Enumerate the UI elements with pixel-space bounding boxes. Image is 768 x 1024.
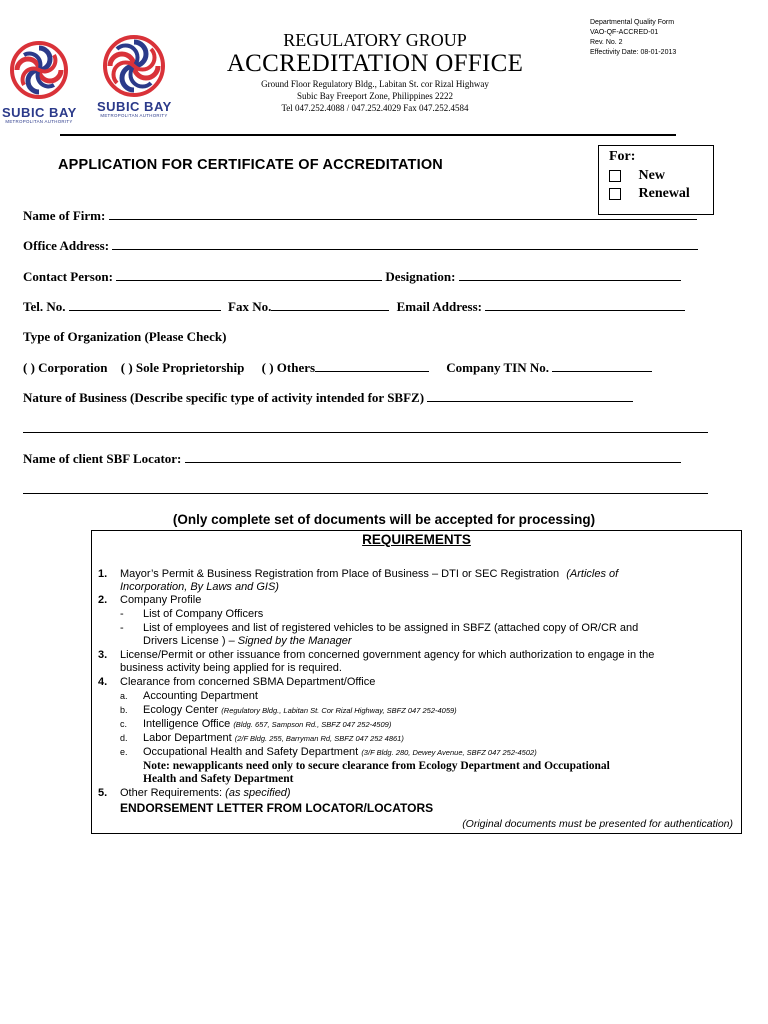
logo-name: SUBIC BAY xyxy=(97,99,172,114)
email-label: Email Address: xyxy=(396,299,482,314)
type-org-heading: Type of Organization (Please Check) xyxy=(23,329,227,344)
req-3: License/Permit or other issuance from concerned government agency for which authorization to engage in the xyxy=(120,649,655,661)
req-2b-license: Drivers License ) – xyxy=(143,635,235,647)
field-org-type-row xyxy=(23,360,652,376)
req-2b-continued xyxy=(143,635,352,648)
sole-prop-option[interactable]: ( ) Sole Proprietorship xyxy=(120,360,245,375)
req-1-text: Mayor’s Permit & Business Registration from Place of Business – DTI or SEC Registration xyxy=(120,568,560,580)
pinwheel-logo-icon xyxy=(97,32,171,100)
others-option[interactable]: ( ) Others xyxy=(261,360,316,375)
office-address-input[interactable] xyxy=(112,238,698,250)
tel-input[interactable] xyxy=(69,299,221,311)
option-renewal-label: Renewal xyxy=(638,186,690,201)
req-number-4: 4. xyxy=(98,676,108,688)
req-note-continued: Health and Safety Department xyxy=(143,773,294,785)
designation-label: Designation: xyxy=(385,269,456,284)
tin-input[interactable] xyxy=(552,360,652,372)
fax-label: Fax No. xyxy=(228,299,272,314)
quality-form-info xyxy=(590,18,676,58)
form-title: APPLICATION FOR CERTIFICATE OF ACCREDITATION xyxy=(58,157,443,173)
checkbox-renewal[interactable] xyxy=(609,188,621,200)
header-block xyxy=(210,30,540,114)
logo-name: SUBIC BAY xyxy=(2,105,77,120)
client-locator-input[interactable] xyxy=(185,451,681,463)
req-number-5: 5. xyxy=(98,787,108,799)
tel-label: Tel. No. xyxy=(23,299,66,314)
option-new-label: New xyxy=(638,168,665,183)
client-locator-input-line-2[interactable] xyxy=(23,493,708,494)
qf-line-4: Effectivity Date: 08-01-2013 xyxy=(590,49,677,56)
req-4a: Accounting Department xyxy=(143,690,258,702)
req-number-3: 3. xyxy=(98,649,108,661)
address-line-1: Ground Floor Regulatory Bldg., Labitan St. cor Rizal Highway xyxy=(261,79,489,89)
name-of-firm-label: Name of Firm: xyxy=(23,208,106,223)
req-4e-text: Occupational Health and Safety Department xyxy=(143,746,359,758)
contact-person-label: Contact Person: xyxy=(23,269,113,284)
endorsement-letter: ENDORSEMENT LETTER FROM LOCATOR/LOCATORS xyxy=(120,801,434,815)
option-new[interactable] xyxy=(609,168,665,184)
req-1 xyxy=(120,568,618,581)
nature-input[interactable] xyxy=(427,390,633,402)
client-locator-label: Name of client SBF Locator: xyxy=(23,451,182,466)
letter-c: c. xyxy=(120,719,128,729)
pinwheel-logo-icon xyxy=(2,38,76,106)
qf-line-1: Departmental Quality Form xyxy=(590,19,675,26)
others-input[interactable] xyxy=(315,360,429,372)
nature-label: Nature of Business (Describe specific type of activity intended for SBFZ) xyxy=(23,390,425,405)
field-name-of-firm xyxy=(23,208,697,224)
option-renewal[interactable] xyxy=(609,186,690,202)
req-4c xyxy=(143,718,391,731)
req-4e xyxy=(143,746,537,759)
req-4c-text: Intelligence Office xyxy=(143,718,231,730)
field-client-locator-row xyxy=(23,451,681,467)
req-4b-text: Ecology Center xyxy=(143,704,219,716)
address-line-2: Subic Bay Freeport Zone, Philippines 2222 xyxy=(297,91,453,101)
qf-line-3: Rev. No. 2 xyxy=(590,39,623,46)
req-4b-address: (Regulatory Bldg., Labitan St. Cor Rizal Highway, SBFZ 047 252-4059) xyxy=(221,706,457,715)
req-1-articles: (Articles of xyxy=(566,568,619,580)
header-divider xyxy=(60,134,676,136)
complete-documents-note: (Only complete set of documents will be accepted for processing) xyxy=(172,512,596,527)
contact-person-input[interactable] xyxy=(116,269,382,281)
letter-e: e. xyxy=(120,747,128,757)
logo-subtitle: METROPOLITAN AUTHORITY xyxy=(100,113,168,118)
req-1-continued: Incorporation, By Laws and GIS) xyxy=(120,581,279,593)
phone-numbers: Tel 047.252.4088 / 047.252.4029 Fax 047.252.4584 xyxy=(281,103,469,113)
req-2b: List of employees and list of registered vehicles to be assigned in SBFZ (attached copy of OR/CR and xyxy=(143,622,639,634)
field-nature-row xyxy=(23,390,633,406)
qf-line-2: VAO-QF-ACCRED-01 xyxy=(590,29,659,36)
req-4d-text: Labor Department xyxy=(143,732,232,744)
office-name: ACCREDITATION OFFICE xyxy=(226,50,524,77)
dash-marker: - xyxy=(120,622,124,634)
req-note: Note: newapplicants need only to secure clearance from Ecology Department and Occupational xyxy=(143,760,610,772)
for-box xyxy=(598,145,714,215)
req-4d xyxy=(143,732,404,745)
dash-marker: - xyxy=(120,608,124,620)
req-2b-signed: Signed by the Manager xyxy=(237,635,352,647)
field-contact-row xyxy=(23,269,681,285)
req-5-text: Other Requirements: xyxy=(120,787,223,799)
office-address-label: Office Address: xyxy=(23,238,110,253)
req-4d-address: (2/F Bldg. 255, Barryman Rd, SBFZ 047 252 4861) xyxy=(234,734,404,743)
requirements-box xyxy=(91,530,742,834)
req-4: Clearance from concerned SBMA Department/Office xyxy=(120,676,376,688)
email-input[interactable] xyxy=(485,299,685,311)
for-label: For: xyxy=(609,149,636,164)
checkbox-new[interactable] xyxy=(609,170,621,182)
field-tel-row xyxy=(23,299,685,315)
req-number-1: 1. xyxy=(98,568,108,580)
logo-subtitle: METROPOLITAN AUTHORITY xyxy=(5,119,73,124)
req-4e-address: (3/F Bldg. 280, Dewey Avenue, SBFZ 047 252-4502) xyxy=(361,748,537,757)
sbma-logo-right xyxy=(97,32,171,122)
req-5-specified: (as specified) xyxy=(225,787,291,799)
group-name: REGULATORY GROUP xyxy=(283,30,467,50)
original-documents-note: (Original documents must be presented for authentication) xyxy=(462,818,733,830)
req-4c-address: (Bldg. 657, Sampson Rd., SBFZ 047 252-4509) xyxy=(233,720,392,729)
designation-input[interactable] xyxy=(459,269,681,281)
tin-label: Company TIN No. xyxy=(446,360,549,375)
sbma-logo-left xyxy=(2,38,76,128)
letter-d: d. xyxy=(120,733,128,743)
req-3-continued: business activity being applied for is required. xyxy=(120,662,342,674)
letter-b: b. xyxy=(120,705,128,715)
req-5 xyxy=(120,787,291,800)
req-number-2: 2. xyxy=(98,594,108,606)
fax-input[interactable] xyxy=(271,299,389,311)
req-4b xyxy=(143,704,457,717)
req-2: Company Profile xyxy=(120,594,202,606)
req-2a: List of Company Officers xyxy=(143,608,264,620)
name-of-firm-input[interactable] xyxy=(109,208,697,220)
nature-input-line-2[interactable] xyxy=(23,432,708,433)
field-office-address xyxy=(23,238,698,254)
corporation-option[interactable]: ( ) Corporation xyxy=(23,360,108,375)
requirements-title: REQUIREMENTS xyxy=(362,532,471,547)
letter-a: a. xyxy=(120,691,128,701)
